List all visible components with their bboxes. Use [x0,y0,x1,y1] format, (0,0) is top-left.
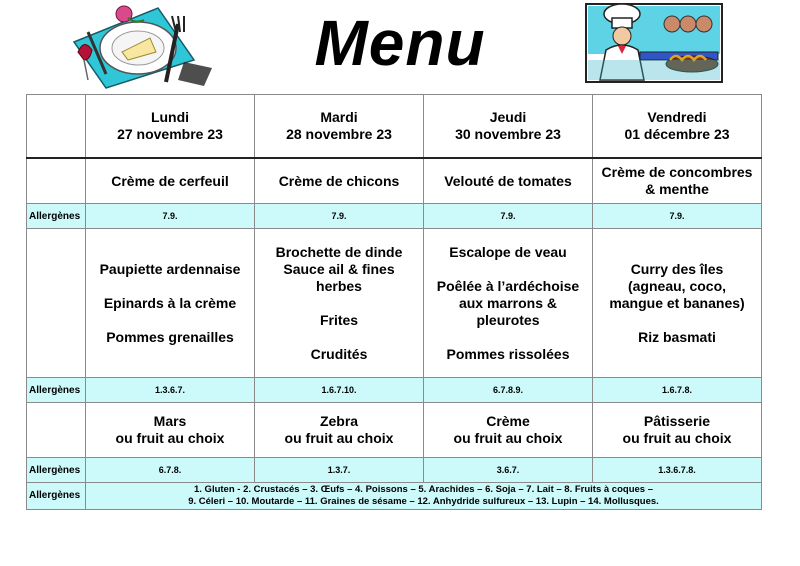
row-label-empty [27,158,86,204]
dish-line: Sauce ail & fines [283,260,395,277]
chef-clipart [584,2,724,84]
dish-line: Curry des îles [630,260,724,277]
allergen-codes: 7.9. [593,204,762,229]
entree-cell [86,158,255,204]
allergen-legend [86,483,762,510]
dish-line: Epinards à la crème [103,294,237,311]
line-gap [259,295,419,312]
dish-line: Poêlée à l’ardéchoise [436,277,580,294]
entree-cell [255,158,424,204]
dessert-cell [593,403,762,458]
dish-line: Frites [319,311,359,328]
row-label-empty [27,229,86,378]
line-gap [428,329,588,346]
plat-allergens-row [27,378,762,403]
dish-line: Paupiette ardennaise [99,260,241,277]
allergen-label: Allergènes [27,378,86,403]
menu-table [26,94,762,510]
day-name: Lundi [150,109,190,125]
row-label-empty [27,403,86,458]
days-header-row [27,95,762,159]
allergen-legend-line-1: 1. Gluten - 2. Crustacés – 3. Œufs – 4. Poissons – 5. Arachides – 6. Soja – 7. Lait – 8. Fruits à coques – [194,484,653,495]
dish-line: Brochette de dinde [275,243,403,260]
allergen-label: Allergènes [27,458,86,483]
entree-cell [593,158,762,204]
dish-line: Mars [153,413,187,429]
dish-line: ou fruit au choix [115,430,225,446]
line-gap [259,329,419,346]
day-date: 30 novembre 23 [455,126,561,142]
dish-line: mangue et bananes) [609,294,745,311]
allergen-codes: 1.3.6.7. [86,378,255,403]
line-gap [90,278,250,295]
dish-line: ou fruit au choix [453,430,563,446]
entree-allergens-row [27,204,762,229]
dish-line: aux marrons & [458,294,558,311]
dish-line: ou fruit au choix [284,430,394,446]
plat-cell [255,229,424,378]
allergen-label: Allergènes [27,204,86,229]
line-gap [597,312,757,329]
dish-line: Crème de chicons [278,172,400,189]
dish-line: pleurotes [476,311,540,328]
dish-line: herbes [316,277,362,294]
day-header [424,95,593,159]
day-header [86,95,255,159]
allergen-codes: 7.9. [86,204,255,229]
dish-line: Crème [486,413,530,429]
dish-line: Zebra [319,413,359,429]
dish-line: (agneau, coco, [627,277,727,294]
allergen-codes: 6.7.8.9. [424,378,593,403]
dish-line: Pommes rissolées [446,345,570,362]
plat-cell [86,229,255,378]
allergen-codes: 7.9. [424,204,593,229]
menu-title: Menu [314,7,486,79]
dish-line: Crème de cerfeuil [111,172,229,189]
day-name: Jeudi [489,109,527,125]
dish-line: Crème de concombres [601,164,753,180]
dish-line: Escalope de veau [449,243,567,260]
plat-cell [424,229,593,378]
allergen-label: Allergènes [27,483,86,510]
day-header [593,95,762,159]
allergen-codes: 1.6.7.10. [255,378,424,403]
entree-row [27,158,762,204]
dish-line: Riz basmati [638,328,716,345]
allergen-legend-row [27,483,762,510]
allergen-codes: 6.7.8. [86,458,255,483]
plat-cell [593,229,762,378]
allergen-codes: 1.3.6.7.8. [593,458,762,483]
dessert-allergens-row [27,458,762,483]
line-gap [90,312,250,329]
allergen-codes: 1.3.7. [255,458,424,483]
day-date: 01 décembre 23 [624,126,730,142]
entree-cell [424,158,593,204]
plat-row [27,229,762,378]
dish-line: Crudités [310,345,368,362]
dessert-row [27,403,762,458]
dish-line: ou fruit au choix [622,430,732,446]
allergen-codes: 1.6.7.8. [593,378,762,403]
dish-line: Velouté de tomates [444,172,572,189]
dessert-cell [86,403,255,458]
day-name: Vendredi [647,109,707,125]
day-date: 27 novembre 23 [117,126,223,142]
allergen-legend-line-2: 9. Céleri – 10. Moutarde – 11. Graines de sésame – 12. Anhydride sulfureux – 13. Lupin – 14. Mollusques. [188,496,659,507]
dish-line: & menthe [645,181,709,197]
line-gap [428,261,588,278]
dessert-cell [255,403,424,458]
dish-line: Pâtisserie [643,413,711,429]
corner-cell [27,95,86,159]
day-header [255,95,424,159]
dish-line: Pommes grenailles [106,328,234,345]
allergen-codes: 7.9. [255,204,424,229]
day-name: Mardi [320,109,358,125]
dessert-cell [424,403,593,458]
day-date: 28 novembre 23 [286,126,392,142]
allergen-codes: 3.6.7. [424,458,593,483]
